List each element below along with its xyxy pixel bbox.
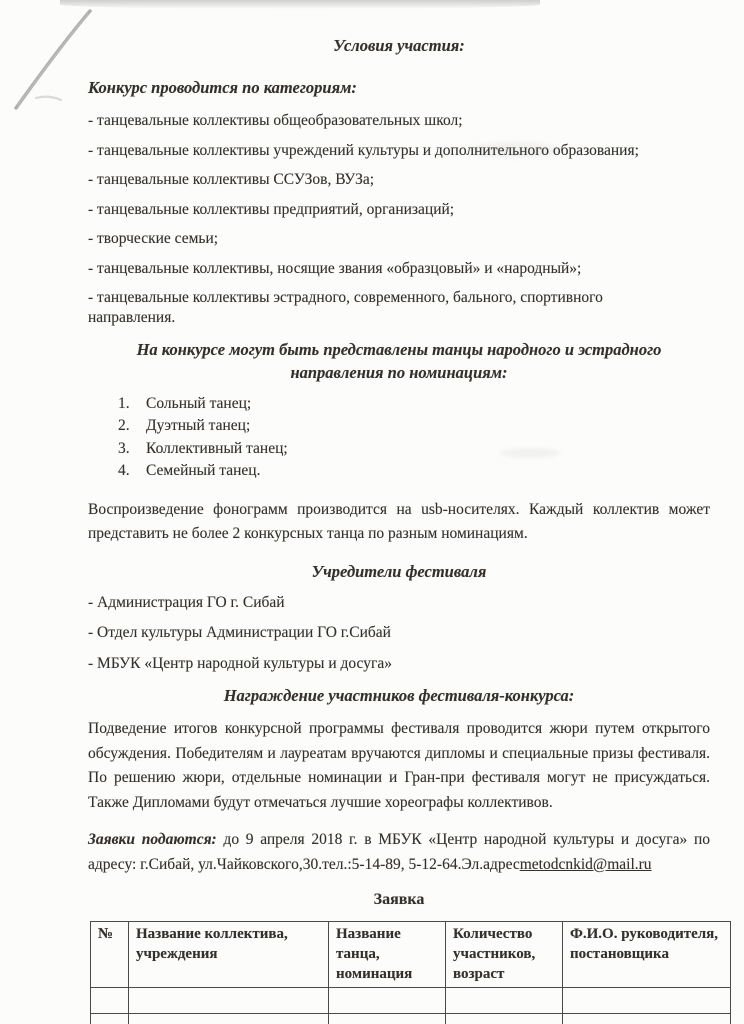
phonogram-note: Воспроизведение фонограмм производится на usb-носителях. Каждый коллектив может представить не более 2 конкурсных танца по разным номинациям.	[88, 500, 710, 542]
application-table-header-row	[91, 922, 731, 988]
founder-item: - Отдел культуры Администрации ГО г.Сибай	[88, 624, 391, 641]
application-table-cell	[563, 1014, 731, 1024]
categories-list	[88, 111, 710, 328]
application-table-body	[91, 988, 731, 1024]
nomination-number: 3.	[118, 439, 130, 457]
application-table-header-cell: Название танца, номинация	[329, 922, 446, 988]
nominations-list	[88, 394, 710, 482]
nomination-number: 1.	[118, 394, 130, 412]
nomination-label: Сольный танец;	[146, 394, 252, 412]
nomination-label: Коллективный танец;	[146, 439, 288, 457]
application-table-cell	[446, 988, 563, 1014]
category-item: - танцевальные коллективы, носящие звания «образцовый» и «народный»;	[88, 259, 582, 277]
founders-list	[88, 593, 710, 674]
nominations-heading: На конкурсе могут быть представлены танцы народного и эстрадного направления по номинациям:	[136, 339, 662, 382]
nomination-number: 2.	[118, 417, 130, 434]
application-table	[90, 921, 731, 1024]
category-item: - танцевальные коллективы эстрадного, современного, бального, спортивного направления.	[88, 289, 603, 326]
nomination-item	[118, 461, 710, 482]
application-table-row	[91, 1014, 731, 1024]
document-content	[88, 36, 719, 1024]
application-lead-text: до 9 апреля 2018 г. в МБУК «Центр народной культуры и досуга» по адресу: г.Сибай, ул.Чайковского,30.тел.:5-14-89, 5-12-64.Эл.адрес	[88, 831, 710, 873]
scan-shadow-top	[60, 0, 540, 9]
email-link[interactable]: metodcnkid@mail.ru	[519, 855, 652, 873]
category-item: - танцевальные коллективы ССУЗов, ВУЗа;	[88, 171, 375, 188]
nomination-item	[118, 394, 710, 415]
nomination-number: 4.	[118, 462, 130, 479]
awards-heading: Награждение участников фестиваля-конкурса:	[223, 686, 575, 705]
category-item: - танцевальные коллективы предприятий, организаций;	[88, 200, 455, 218]
application-table-cell	[329, 1014, 446, 1024]
application-table-cell	[91, 988, 129, 1014]
application-table-cell	[563, 988, 731, 1014]
application-lead	[88, 828, 710, 877]
application-table-header-cell: Ф.И.О. руководителя, постановщика	[563, 922, 731, 988]
nomination-label: Дуэтный танец;	[146, 417, 251, 434]
application-table-row	[91, 988, 731, 1014]
application-table-cell	[129, 988, 329, 1014]
categories-heading: Конкурс проводится по категориям:	[88, 78, 357, 97]
founder-item: - МБУК «Центр народной культуры и досуга»	[88, 654, 392, 672]
application-table-header-cell: Название коллектива, учреждения	[129, 922, 329, 988]
category-item: - творческие семьи;	[88, 230, 219, 247]
nomination-label: Семейный танец.	[146, 462, 261, 479]
application-table-cell	[446, 1014, 563, 1024]
application-table-header-cell: Количество участников, возраст	[446, 922, 563, 988]
application-table-cell	[129, 1014, 329, 1024]
application-table-title: Заявка	[373, 891, 425, 908]
conditions-title: Условия участия:	[333, 36, 465, 55]
application-table-cell	[91, 1014, 129, 1024]
awards-body: Подведение итогов конкурсной программы фестиваля проводится жюри путем открытого обсуждения. Победителям и лауреатам вручаются дипломы и специальные призы фестиваля. По решению жюри, отдельные номинации и Гран-при фестиваля могут не присуждаться. Также Дипломами будут отмечаться лучшие хореографы коллективов.	[88, 720, 710, 811]
application-table-cell	[329, 988, 446, 1014]
nomination-item	[118, 416, 710, 437]
category-item: - танцевальные коллективы общеобразовательных школ;	[88, 112, 463, 129]
founders-heading: Учредители фестиваля	[311, 561, 487, 581]
category-item: - танцевальные коллективы учреждений культуры и дополнительного образования;	[88, 141, 639, 159]
nomination-item	[118, 439, 710, 460]
application-table-header-cell: №	[91, 922, 129, 988]
founder-item: - Администрация ГО г. Сибай	[88, 593, 285, 611]
application-lead-label: Заявки подаются:	[88, 831, 217, 848]
